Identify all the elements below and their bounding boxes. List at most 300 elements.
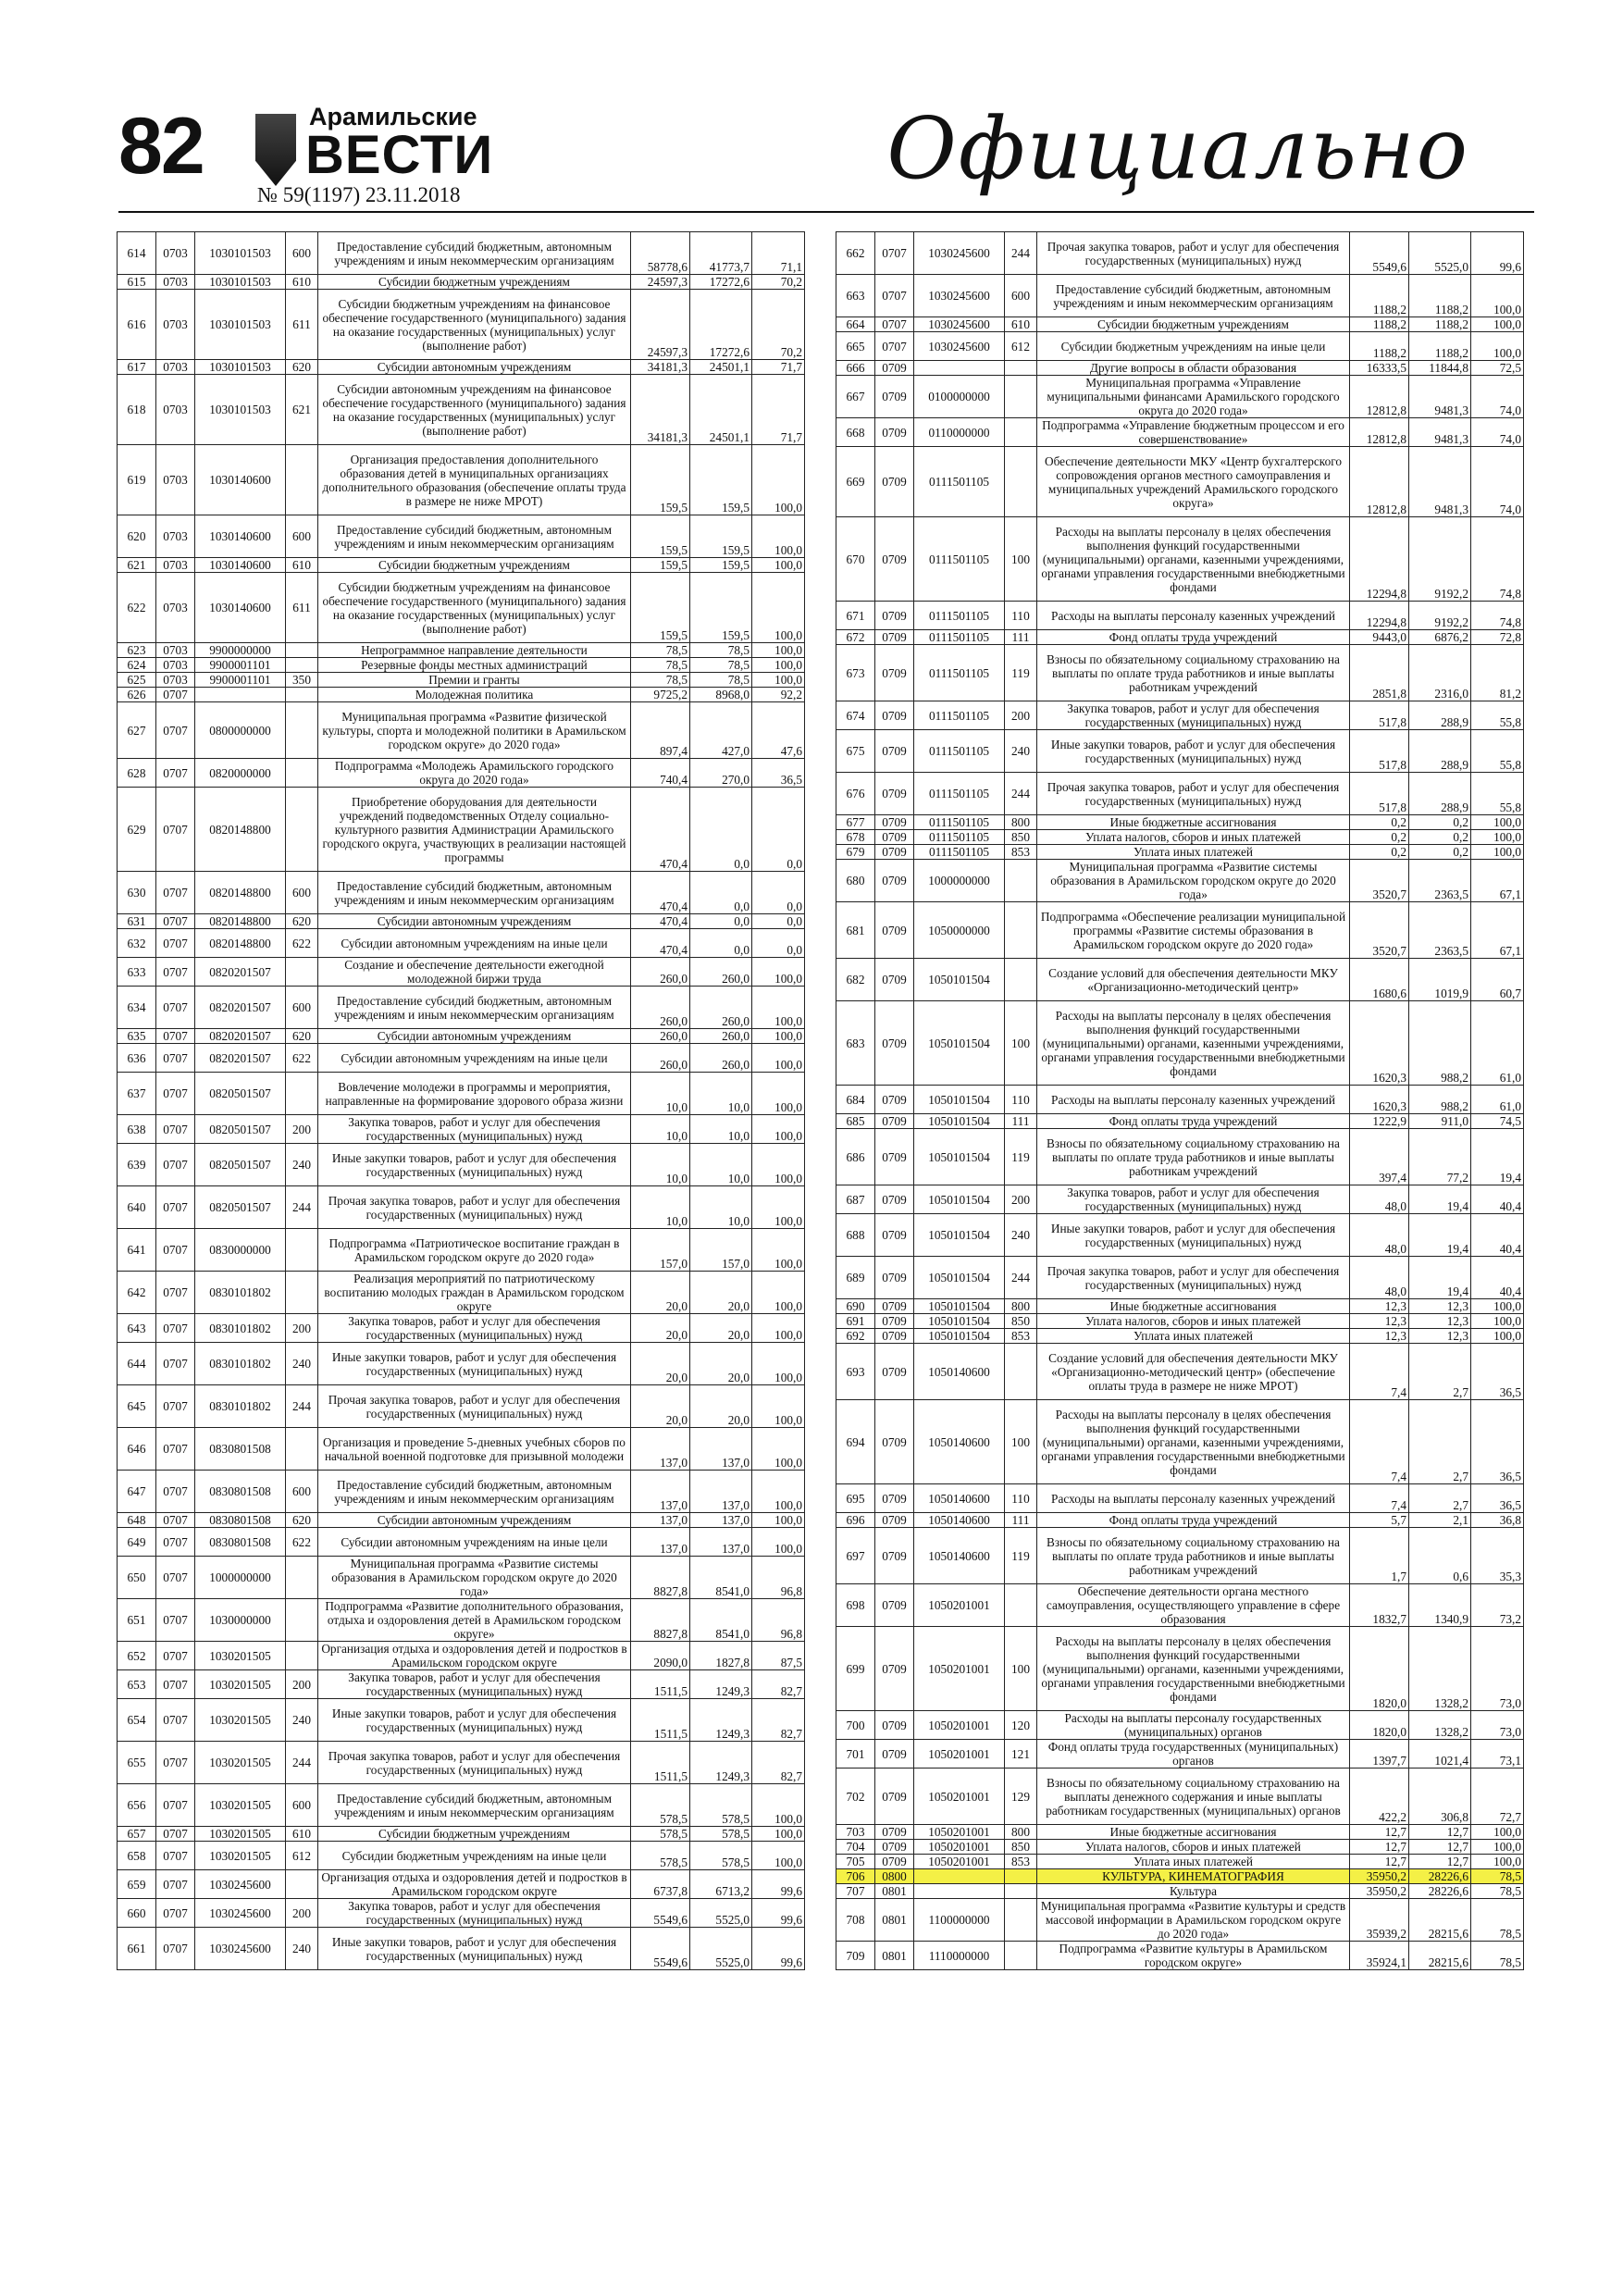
table-row [836,860,1524,902]
executed-amount: 427,0 [690,702,752,759]
row-number: 622 [118,573,156,643]
execution-percent: 100,0 [752,1144,805,1186]
expense-type-code [1005,959,1037,1001]
expense-type-code: 200 [1005,701,1037,730]
executed-amount: 2,7 [1409,1400,1471,1484]
table-row [836,1855,1524,1869]
expense-description: Подпрограмма «Молодежь Арамильского городского округа до 2020 года» [318,759,631,788]
execution-percent: 100,0 [752,1343,805,1385]
row-number: 663 [836,275,875,317]
planned-amount: 35950,2 [1350,1869,1409,1884]
row-number: 656 [118,1784,156,1827]
target-article-code: 0820501507 [195,1073,286,1115]
section-code: 0707 [875,275,914,317]
expense-description: Субсидии бюджетным учреждениям [318,1827,631,1842]
row-number: 669 [836,447,875,517]
row-number: 676 [836,773,875,815]
execution-percent: 100,0 [1471,332,1524,361]
planned-amount: 12,3 [1350,1329,1409,1344]
planned-amount: 34181,3 [631,375,690,445]
expense-type-code [1005,447,1037,517]
planned-amount: 9443,0 [1350,630,1409,645]
target-article-code: 0111501105 [914,815,1005,830]
planned-amount: 470,4 [631,788,690,872]
expense-type-code [1005,1899,1037,1942]
expense-description: Субсидии автономным учреждениям [318,360,631,375]
section-code: 0709 [875,1257,914,1299]
section-code: 0709 [875,701,914,730]
target-article-code: 1030245600 [914,232,1005,275]
expense-description: Субсидии бюджетным учреждениям на иные цели [318,1842,631,1870]
expense-type-code: 600 [286,1471,318,1513]
executed-amount: 306,8 [1409,1769,1471,1825]
section-code: 0703 [156,375,195,445]
execution-percent: 73,1 [1471,1740,1524,1769]
row-number: 661 [118,1928,156,1970]
executed-amount: 9192,2 [1409,517,1471,602]
planned-amount: 7,4 [1350,1484,1409,1513]
planned-amount: 1188,2 [1350,275,1409,317]
expense-description: Уплата налогов, сборов и иных платежей [1037,830,1350,845]
expense-description: Муниципальная программа «Развитие системы образования в Арамильском городском округе до 2020 года» [318,1557,631,1599]
table-row [118,1670,805,1699]
expense-description: Молодежная политика [318,688,631,702]
table-row [118,1343,805,1385]
execution-percent: 0,0 [752,788,805,872]
table-row [836,1344,1524,1400]
expense-type-code: 200 [286,1899,318,1928]
target-article-code: 0820148800 [195,872,286,914]
executed-amount: 1188,2 [1409,317,1471,332]
row-number: 644 [118,1343,156,1385]
table-row [118,788,805,872]
section-code: 0709 [875,902,914,959]
target-article-code: 1030245600 [195,1870,286,1899]
target-article-code: 0111501105 [914,630,1005,645]
planned-amount: 1620,3 [1350,1001,1409,1086]
section-code: 0707 [156,914,195,929]
executed-amount: 137,0 [690,1528,752,1557]
row-number: 675 [836,730,875,773]
section-code: 0707 [156,987,195,1029]
executed-amount: 1328,2 [1409,1627,1471,1711]
expense-type-code: 100 [1005,517,1037,602]
table-row [118,987,805,1029]
executed-amount: 2363,5 [1409,860,1471,902]
target-article-code: 0820201507 [195,1029,286,1044]
planned-amount: 157,0 [631,1229,690,1272]
planned-amount: 12,7 [1350,1855,1409,1869]
planned-amount: 1511,5 [631,1699,690,1742]
execution-percent: 71,1 [752,232,805,275]
planned-amount: 1397,7 [1350,1740,1409,1769]
expense-description: Расходы на выплаты персоналу в целях обеспечения выполнения функций государственными (муниципальными) органами, казенными учреждениями, органами управления государственными внебюджетными фондами [1037,1627,1350,1711]
expense-type-code: 110 [1005,1484,1037,1513]
table-row [118,1742,805,1784]
planned-amount: 20,0 [631,1272,690,1314]
planned-amount: 470,4 [631,914,690,929]
execution-percent: 100,0 [752,1272,805,1314]
section-code: 0707 [156,1899,195,1928]
executed-amount: 1188,2 [1409,332,1471,361]
section-code: 0709 [875,815,914,830]
executed-amount: 578,5 [690,1842,752,1870]
table-row [118,1314,805,1343]
planned-amount: 470,4 [631,929,690,958]
section-code: 0707 [156,1528,195,1557]
executed-amount: 288,9 [1409,701,1471,730]
expense-type-code: 100 [1005,1001,1037,1086]
target-article-code: 1030000000 [195,1599,286,1642]
logo-title: ВЕСТИ [305,125,494,185]
expense-type-code [1005,1884,1037,1899]
expense-description: Расходы на выплаты персоналу казенных учреждений [1037,1484,1350,1513]
target-article-code: 1050101504 [914,1314,1005,1329]
expense-type-code [286,759,318,788]
expense-description: Иные закупки товаров, работ и услуг для обеспечения государственных (муниципальных) нужд [318,1928,631,1970]
execution-percent: 82,7 [752,1699,805,1742]
row-number: 623 [118,643,156,658]
planned-amount: 1820,0 [1350,1711,1409,1740]
row-number: 651 [118,1599,156,1642]
expense-type-code [1005,361,1037,376]
table-row [836,1942,1524,1970]
section-code: 0709 [875,1314,914,1329]
planned-amount: 34181,3 [631,360,690,375]
planned-amount: 1188,2 [1350,317,1409,332]
execution-percent: 100,0 [752,1784,805,1827]
expense-type-code [1005,860,1037,902]
target-article-code: 0100000000 [914,376,1005,418]
expense-description: Субсидии автономным учреждениям на финансовое обеспечение государственного (муниципального) задания на оказание государственных (муниципальных) услуг (выполнение работ) [318,375,631,445]
section-code: 0707 [156,1144,195,1186]
expense-type-code: 620 [286,1029,318,1044]
expense-description: Фонд оплаты труда учреждений [1037,1114,1350,1129]
expense-description: Фонд оплаты труда учреждений [1037,630,1350,645]
target-article-code: 1050101504 [914,1129,1005,1185]
table-row [118,759,805,788]
executed-amount: 17272,6 [690,290,752,360]
target-article-code: 0830801508 [195,1528,286,1557]
expense-description: Муниципальная программа «Развитие культуры и средств массовой информации в Арамильском городском округе до 2020 года» [1037,1899,1350,1942]
executed-amount: 988,2 [1409,1001,1471,1086]
row-number: 704 [836,1840,875,1855]
planned-amount: 3520,7 [1350,860,1409,902]
row-number: 682 [836,959,875,1001]
executed-amount: 10,0 [690,1115,752,1144]
expense-description: Создание условий для обеспечения деятельности МКУ «Организационно-методический центр» [1037,959,1350,1001]
row-number: 650 [118,1557,156,1599]
executed-amount: 8968,0 [690,688,752,702]
executed-amount: 1328,2 [1409,1711,1471,1740]
expense-type-code: 600 [1005,275,1037,317]
table-row [836,1484,1524,1513]
executed-amount: 78,5 [690,643,752,658]
planned-amount: 260,0 [631,1029,690,1044]
target-article-code: 1050201001 [914,1627,1005,1711]
expense-description: Субсидии бюджетным учреждениям [318,275,631,290]
executed-amount: 260,0 [690,958,752,987]
expense-type-code: 100 [1005,1400,1037,1484]
execution-percent: 0,0 [752,872,805,914]
row-number: 699 [836,1627,875,1711]
target-article-code: 0111501105 [914,517,1005,602]
expense-type-code: 622 [286,1044,318,1073]
target-article-code: 0830801508 [195,1471,286,1513]
planned-amount: 78,5 [631,658,690,673]
expense-description: Иные закупки товаров, работ и услуг для обеспечения государственных (муниципальных) нужд [318,1699,631,1742]
planned-amount: 2851,8 [1350,645,1409,701]
expense-description: Расходы на выплаты персоналу казенных учреждений [1037,602,1350,630]
section-code: 0709 [875,630,914,645]
expense-description: Иные закупки товаров, работ и услуг для обеспечения государственных (муниципальных) нужд [318,1343,631,1385]
table-row [118,1471,805,1513]
expense-type-code: 119 [1005,1129,1037,1185]
row-number: 625 [118,673,156,688]
execution-percent: 74,0 [1471,376,1524,418]
row-number: 686 [836,1129,875,1185]
row-number: 637 [118,1073,156,1115]
expense-description: Муниципальная программа «Развитие физической культуры, спорта и молодежной политики в Арамильском городском округе» до 2020 года» [318,702,631,759]
section-code: 0707 [156,1029,195,1044]
row-number: 615 [118,275,156,290]
section-code: 0707 [156,1229,195,1272]
section-code: 0707 [156,1870,195,1899]
section-code: 0709 [875,845,914,860]
row-number: 647 [118,1471,156,1513]
row-number: 638 [118,1115,156,1144]
target-article-code: 0830000000 [195,1229,286,1272]
planned-amount: 35950,2 [1350,1884,1409,1899]
table-row [118,1513,805,1528]
target-article-code: 1030201505 [195,1642,286,1670]
expense-description: Муниципальная программа «Развитие системы образования в Арамильском городском округе до 2020 года» [1037,860,1350,902]
table-row [836,730,1524,773]
table-row [118,1842,805,1870]
planned-amount: 10,0 [631,1073,690,1115]
expense-description: Субсидии бюджетным учреждениям на иные цели [1037,332,1350,361]
section-code: 0707 [156,1186,195,1229]
section-code: 0707 [156,1928,195,1970]
target-article-code: 1050000000 [914,902,1005,959]
section-code: 0707 [156,958,195,987]
target-article-code: 1030245600 [914,275,1005,317]
execution-percent: 100,0 [752,515,805,558]
execution-percent: 100,0 [752,1073,805,1115]
section-code: 0709 [875,1086,914,1114]
execution-percent: 87,5 [752,1642,805,1670]
expense-type-code [286,958,318,987]
section-code: 0709 [875,1001,914,1086]
executed-amount: 6876,2 [1409,630,1471,645]
expense-type-code [1005,902,1037,959]
executed-amount: 260,0 [690,1044,752,1073]
planned-amount: 35924,1 [1350,1942,1409,1970]
executed-amount: 12,3 [1409,1314,1471,1329]
expense-type-code: 600 [286,515,318,558]
table-row [836,1400,1524,1484]
row-number: 662 [836,232,875,275]
row-number: 657 [118,1827,156,1842]
expense-type-code: 600 [286,987,318,1029]
table-row [836,1329,1524,1344]
row-number: 694 [836,1400,875,1484]
planned-amount: 20,0 [631,1343,690,1385]
expense-type-code: 111 [1005,630,1037,645]
section-code: 0703 [156,275,195,290]
section-code: 0709 [875,602,914,630]
target-article-code: 0820501507 [195,1144,286,1186]
execution-percent: 100,0 [752,558,805,573]
expense-type-code [1005,1584,1037,1627]
execution-percent: 0,0 [752,929,805,958]
target-article-code: 1030101503 [195,232,286,275]
section-code: 0707 [156,1670,195,1699]
executed-amount: 78,5 [690,658,752,673]
table-row [836,815,1524,830]
expense-type-code [1005,418,1037,447]
expense-description: Предоставление субсидий бюджетным, автономным учреждениям и иным некоммерческим организациям [318,1784,631,1827]
planned-amount: 1832,7 [1350,1584,1409,1627]
execution-percent: 99,6 [752,1899,805,1928]
row-number: 616 [118,290,156,360]
row-number: 705 [836,1855,875,1869]
section-code: 0707 [156,1428,195,1471]
planned-amount: 7,4 [1350,1400,1409,1484]
execution-percent: 100,0 [752,573,805,643]
table-row [836,1528,1524,1584]
expense-description: Иные бюджетные ассигнования [1037,815,1350,830]
expense-type-code: 244 [286,1385,318,1428]
planned-amount: 137,0 [631,1528,690,1557]
target-article-code: 0111501105 [914,701,1005,730]
table-row [836,317,1524,332]
table-row [118,914,805,929]
executed-amount: 28226,6 [1409,1884,1471,1899]
execution-percent: 61,0 [1471,1086,1524,1114]
row-number: 677 [836,815,875,830]
section-code: 0709 [875,1528,914,1584]
target-article-code: 0111501105 [914,830,1005,845]
expense-description: Взносы по обязательному социальному страхованию на выплаты по оплате труда работников и иные выплаты работникам учреждений [1037,1528,1350,1584]
table-row [118,1899,805,1928]
table-row [118,573,805,643]
target-article-code: 0820148800 [195,929,286,958]
executed-amount: 19,4 [1409,1257,1471,1299]
executed-amount: 28226,6 [1409,1869,1471,1884]
target-article-code: 0111501105 [914,645,1005,701]
target-article-code [195,688,286,702]
target-article-code: 0820201507 [195,1044,286,1073]
expense-type-code: 600 [286,232,318,275]
expense-description: Иные бюджетные ассигнования [1037,1299,1350,1314]
table-row [836,845,1524,860]
target-article-code: 1100000000 [914,1899,1005,1942]
execution-percent: 78,5 [1471,1869,1524,1884]
expense-description: Прочая закупка товаров, работ и услуг для обеспечения государственных (муниципальных) нужд [318,1742,631,1784]
expense-description: Расходы на выплаты персоналу государственных (муниципальных) органов [1037,1711,1350,1740]
planned-amount: 24597,3 [631,290,690,360]
row-number: 620 [118,515,156,558]
expense-type-code [286,1428,318,1471]
target-article-code: 1050201001 [914,1740,1005,1769]
table-row [118,1557,805,1599]
planned-amount: 10,0 [631,1144,690,1186]
execution-percent: 36,8 [1471,1513,1524,1528]
execution-percent: 36,5 [1471,1400,1524,1484]
target-article-code: 0820148800 [195,914,286,929]
expense-type-code: 612 [286,1842,318,1870]
target-article-code: 0111501105 [914,602,1005,630]
section-code: 0709 [875,418,914,447]
row-number: 648 [118,1513,156,1528]
row-number: 683 [836,1001,875,1086]
expense-type-code: 620 [286,914,318,929]
table-row [836,1185,1524,1214]
expense-type-code: 853 [1005,845,1037,860]
section-code: 0707 [156,1471,195,1513]
executed-amount: 9192,2 [1409,602,1471,630]
expense-type-code: 129 [1005,1769,1037,1825]
expense-description: Подпрограмма «Патриотическое воспитание граждан в Арамильском городском округе до 2020 года» [318,1229,631,1272]
row-number: 649 [118,1528,156,1557]
section-code: 0707 [156,702,195,759]
execution-percent: 100,0 [752,1827,805,1842]
planned-amount: 7,4 [1350,1344,1409,1400]
target-article-code: 1050201001 [914,1711,1005,1740]
table-row [836,773,1524,815]
expense-type-code [286,1073,318,1115]
executed-amount: 12,7 [1409,1855,1471,1869]
section-code: 0707 [156,788,195,872]
target-article-code: 1050140600 [914,1513,1005,1528]
execution-percent: 100,0 [1471,1825,1524,1840]
row-number: 634 [118,987,156,1029]
executed-amount: 1827,8 [690,1642,752,1670]
executed-amount: 270,0 [690,759,752,788]
executed-amount: 159,5 [690,558,752,573]
expense-type-code [1005,1942,1037,1970]
planned-amount: 740,4 [631,759,690,788]
expense-description: Предоставление субсидий бюджетным, автономным учреждениям и иным некоммерческим организациям [318,872,631,914]
planned-amount: 78,5 [631,673,690,688]
planned-amount: 24597,3 [631,275,690,290]
table-row [836,232,1524,275]
expense-description: Создание условий для обеспечения деятельности МКУ «Организационно-методический центр» (обеспечение оплаты труда в размере не ниже МРОТ) [1037,1344,1350,1400]
expense-type-code: 850 [1005,830,1037,845]
executed-amount: 137,0 [690,1428,752,1471]
expense-type-code: 850 [1005,1840,1037,1855]
table-row [836,645,1524,701]
expense-type-code: 244 [1005,1257,1037,1299]
section-code: 0709 [875,447,914,517]
execution-percent: 55,8 [1471,701,1524,730]
row-number: 642 [118,1272,156,1314]
execution-percent: 78,5 [1471,1899,1524,1942]
row-number: 614 [118,232,156,275]
table-row [118,702,805,759]
row-number: 679 [836,845,875,860]
row-number: 690 [836,1299,875,1314]
expense-description: Предоставление субсидий бюджетным, автономным учреждениям и иным некоммерческим организациям [1037,275,1350,317]
table-row [836,275,1524,317]
target-article-code: 1030140600 [195,573,286,643]
planned-amount: 5549,6 [631,1928,690,1970]
target-article-code: 0830801508 [195,1513,286,1528]
executed-amount: 20,0 [690,1272,752,1314]
target-article-code: 1110000000 [914,1942,1005,1970]
expense-description: Подпрограмма «Развитие культуры в Арамильском городском округе» [1037,1942,1350,1970]
